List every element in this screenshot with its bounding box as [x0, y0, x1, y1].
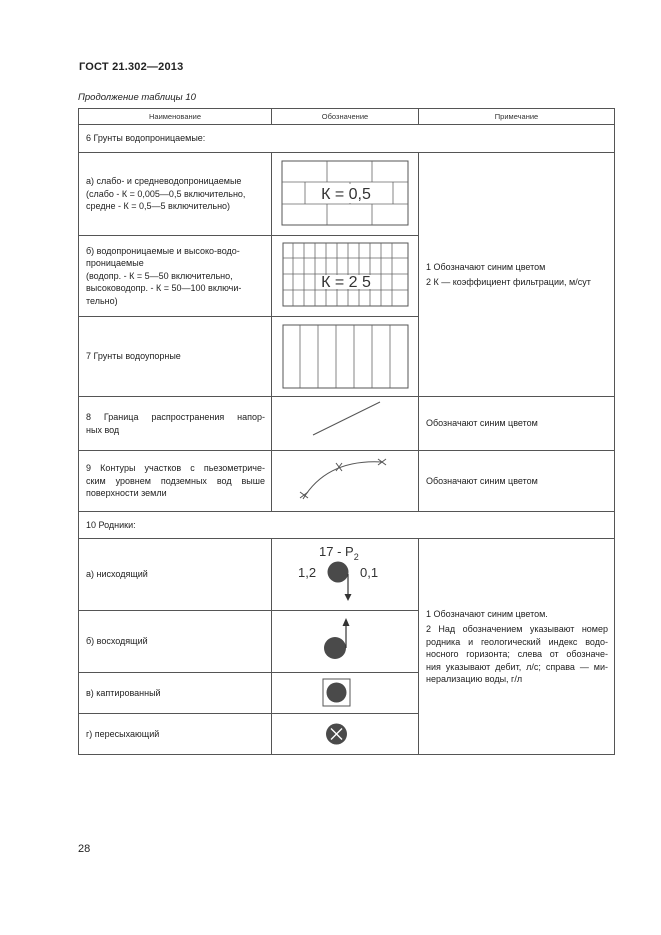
row-7-name: 7 Грунты водоупорные: [79, 317, 272, 397]
row-8-line2: ных вод: [86, 424, 120, 435]
symbols-table: [78, 108, 615, 755]
ascending-spring-symbol: [272, 611, 418, 672]
row-6b-line4: высоководопр. - К = 50—100 включи-: [86, 283, 242, 294]
row-10c-name: в) каптированный: [79, 673, 272, 714]
permeable-soil-symbol: [272, 236, 418, 316]
row-9-line2: ским уровнем подземных вод выше: [86, 475, 265, 486]
captured-spring-symbol: [272, 673, 418, 713]
row-9-note-text: Обозначают синим цветом: [426, 475, 538, 486]
note-10-2-line2: родника и геологический индекс водо-: [426, 636, 608, 647]
note-10-2-line1: 2 Над обозначением указывают номер: [426, 624, 608, 634]
spring-circle: [328, 562, 349, 583]
row-10a-name: а) нисходящий: [79, 539, 272, 611]
row-6b-line3: (водопр. - К = 5—50 включительно,: [86, 270, 233, 281]
row-6a-name: [79, 153, 272, 236]
arrow-down-icon: [345, 594, 352, 601]
column-header-note: Примечание: [419, 109, 615, 125]
row-6a-line2: (слабо - К = 0,005—0,5 включительно,: [86, 188, 246, 199]
note-10-2-line5: нерализацию воды, г/л: [426, 674, 523, 684]
row-6a-line3: средне - К = 0,5—5 включительно): [86, 201, 231, 212]
arrow-up-icon: [343, 618, 350, 626]
row-6b-line1: б) водопроницаемые и высоко-водо-: [86, 245, 240, 256]
row-7-symbol: [272, 317, 419, 397]
row-10c-symbol: [272, 673, 419, 714]
table-row: [79, 451, 615, 512]
row-9-line1: 9 Контуры участков с пьезометриче-: [86, 463, 265, 474]
note-10-1: 1 Обозначают синим цветом.: [426, 608, 548, 619]
row-10d-name: г) пересыхающий: [79, 714, 272, 755]
row-9-line3: поверхности земли: [86, 488, 167, 499]
row-10b-name: б) восходящий: [79, 611, 272, 673]
impermeable-soil-symbol: [272, 317, 418, 396]
row-6a-symbol: [272, 153, 419, 236]
table-row: [79, 539, 615, 611]
note-6-1: 1 Обозначают синим цветом: [426, 261, 546, 272]
page-number: 28: [78, 843, 91, 855]
row-6b-line2: проницаемые: [86, 258, 144, 269]
row-10a-left-label: 1,2: [298, 565, 317, 580]
note-10-2-line4: ния указывают дебит, л/с; справа — ми-: [426, 661, 608, 672]
row-8-note: [419, 397, 615, 451]
document-title: ГОСТ 21.302—2013: [79, 61, 184, 73]
row-6b-symbol-label: К = 2 5: [321, 274, 371, 291]
section-title-10: 10 Родники:: [79, 512, 615, 539]
table-row: [79, 512, 615, 539]
row-6b-line5: тельно): [86, 295, 118, 306]
row-8-line1: 8 Граница распространения напор-: [86, 412, 265, 422]
pressure-water-boundary-symbol: [272, 397, 418, 450]
drying-spring-symbol: [272, 714, 418, 754]
column-header-symbol: Обозначение: [272, 109, 419, 125]
row-10a-top-subscript: 2: [353, 552, 359, 562]
piezometric-contour-symbol: [272, 451, 418, 511]
row-8-name: [79, 397, 272, 451]
section-title-6: 6 Грунты водопроницаемые:: [79, 125, 615, 153]
table-caption: Продолжение таблицы 10: [78, 92, 196, 103]
table-row: [79, 153, 615, 236]
note-10-2-line3: носного горизонта; слева от обозначе-: [426, 649, 608, 659]
row-9-note: [419, 451, 615, 512]
row-6a-line1: а) слабо- и средневодопроницаемые: [86, 176, 242, 187]
descending-spring-symbol: [272, 539, 418, 610]
row-6b-symbol: [272, 236, 419, 317]
row-6b-name: [79, 236, 272, 317]
note-section-6: [419, 153, 615, 397]
table-row: [79, 125, 615, 153]
note-6-2: 2 К — коэффициент фильтрации, м/сут: [426, 277, 591, 287]
low-permeable-soil-symbol: [272, 153, 418, 235]
svg-text:17 - P2: [319, 544, 359, 562]
row-9-name: [79, 451, 272, 512]
column-header-name: Наименование: [79, 109, 272, 125]
row-10b-symbol: [272, 611, 419, 673]
note-section-10: [419, 539, 615, 755]
row-10a-right-label: 0,1: [360, 565, 379, 580]
spring-circle: [324, 637, 346, 659]
row-6a-symbol-label: К = 0,5: [321, 186, 371, 203]
row-10d-symbol: [272, 714, 419, 755]
row-10a-top-label: 17 - P: [319, 544, 354, 559]
table-row: [79, 397, 615, 451]
row-9-symbol: [272, 451, 419, 512]
table-header-row: [79, 109, 615, 125]
spring-circle: [327, 683, 347, 703]
row-8-symbol: [272, 397, 419, 451]
row-8-note-text: Обозначают синим цветом: [426, 418, 538, 429]
row-10a-symbol: [272, 539, 419, 611]
